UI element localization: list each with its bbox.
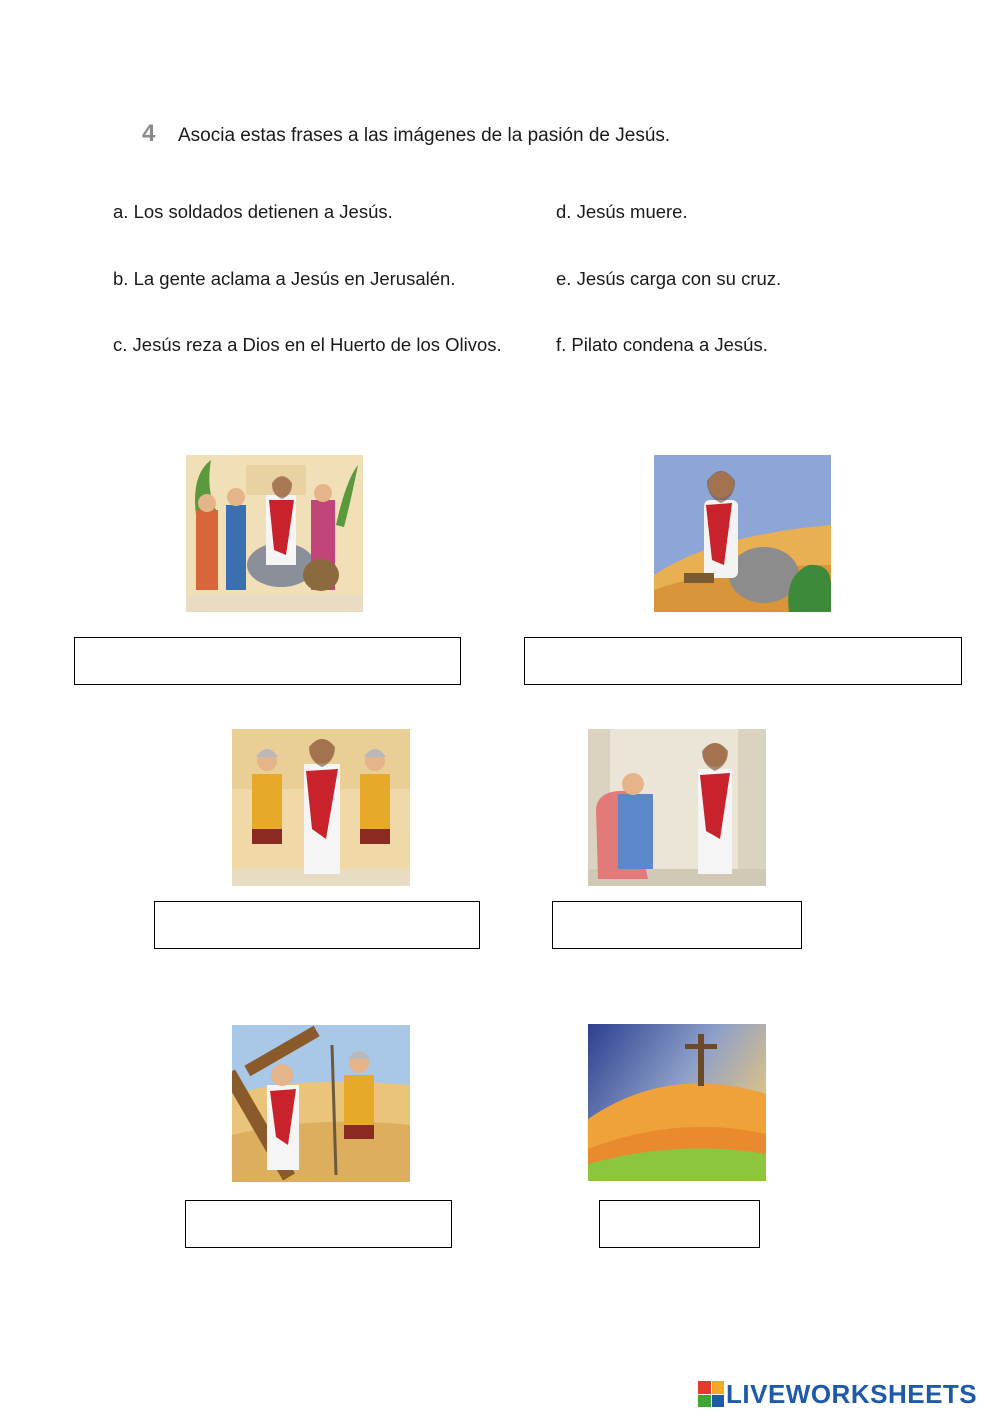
liveworksheets-brand: LIVEWORKSHEETS	[726, 1378, 978, 1409]
answer-box-5[interactable]	[185, 1200, 452, 1248]
answer-box-6[interactable]	[599, 1200, 760, 1248]
phrase-d: d. Jesús muere.	[556, 201, 688, 222]
image-garden-prayer	[654, 455, 831, 612]
liveworksheets-logo	[698, 1378, 977, 1410]
image-carries-cross	[232, 1025, 410, 1182]
answer-box-3[interactable]	[154, 901, 480, 949]
image-pilate-condemns	[588, 729, 766, 886]
answer-box-2[interactable]	[524, 637, 962, 685]
phrase-f: f. Pilato condena a Jesús.	[556, 334, 768, 355]
answer-box-4[interactable]	[552, 901, 802, 949]
image-soldiers-arrest	[232, 729, 410, 886]
exercise-instruction: Asocia estas frases a las imágenes de la pasión de Jesús.	[178, 125, 671, 146]
exercise-number: 4	[142, 120, 156, 147]
phrase-e: e. Jesús carga con su cruz.	[556, 268, 782, 289]
phrase-b: b. La gente aclama a Jesús en Jerusalén.	[113, 268, 456, 289]
liveworksheets-mark-icon	[698, 1381, 724, 1407]
image-cross-on-hill	[588, 1024, 766, 1181]
phrase-c: c. Jesús reza a Dios en el Huerto de los Olivos.	[113, 334, 502, 355]
image-entry-jerusalem	[186, 455, 363, 612]
answer-box-1[interactable]	[74, 637, 461, 685]
phrase-a: a. Los soldados detienen a Jesús.	[113, 201, 393, 222]
